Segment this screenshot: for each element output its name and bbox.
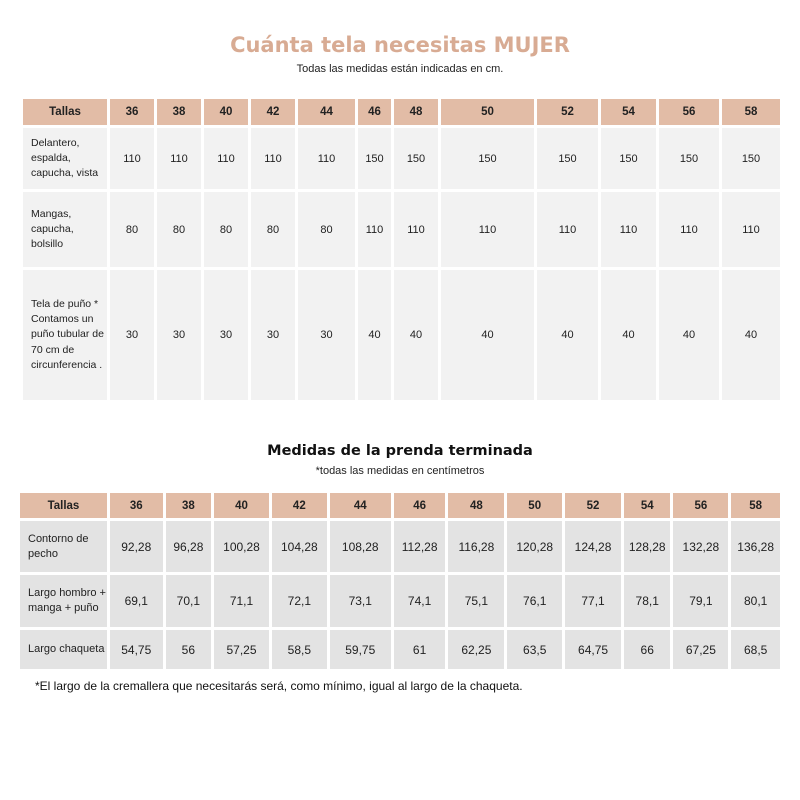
table-cell: 124,28 — [565, 521, 621, 572]
table-cell: 74,1 — [394, 575, 446, 627]
row-label: Largo chaqueta — [20, 630, 107, 669]
size-header: 48 — [394, 99, 438, 125]
table-cell: 40 — [722, 270, 780, 400]
table-cell: 110 — [298, 128, 355, 189]
table-cell: 66 — [624, 630, 671, 669]
row-label: Contorno de pecho — [20, 521, 107, 572]
table-cell: 30 — [298, 270, 355, 400]
table-cell: 80 — [204, 192, 248, 267]
table-cell: 76,1 — [507, 575, 562, 627]
table-cell: 104,28 — [272, 521, 327, 572]
table-cell: 110 — [204, 128, 248, 189]
size-header: 54 — [601, 99, 656, 125]
table-cell: 78,1 — [624, 575, 671, 627]
table-cell: 40 — [394, 270, 438, 400]
table-cell: 80 — [298, 192, 355, 267]
table-cell: 40 — [537, 270, 598, 400]
size-header: 56 — [673, 493, 728, 518]
table-cell: 62,25 — [448, 630, 504, 669]
table-cell: 79,1 — [673, 575, 728, 627]
table-cell: 120,28 — [507, 521, 562, 572]
size-header: 36 — [110, 493, 163, 518]
table-row — [20, 575, 780, 627]
table-cell: 75,1 — [448, 575, 504, 627]
size-header: 52 — [565, 493, 621, 518]
size-header: 40 — [214, 493, 269, 518]
table-cell: 92,28 — [110, 521, 163, 572]
size-header: 38 — [157, 99, 201, 125]
row-label: Largo hombro + manga + puño — [20, 575, 107, 627]
table-cell: 73,1 — [330, 575, 391, 627]
table-cell: 70,1 — [166, 575, 212, 627]
size-header: 44 — [298, 99, 355, 125]
table-cell: 110 — [251, 128, 295, 189]
table-cell: 69,1 — [110, 575, 163, 627]
table-cell: 150 — [358, 128, 391, 189]
size-header: 54 — [624, 493, 671, 518]
table-cell: 40 — [441, 270, 534, 400]
table-cell: 128,28 — [624, 521, 671, 572]
size-header: 56 — [659, 99, 719, 125]
garment-subtitle: *todas las medidas en centímetros — [315, 465, 485, 477]
zipper-footnote: *El largo de la cremallera que necesitarás será, como mínimo, igual al largo de la chaqueta. — [35, 679, 523, 693]
table-cell: 110 — [394, 192, 438, 267]
table-cell: 150 — [659, 128, 719, 189]
fabric-table — [20, 96, 783, 403]
table-cell: 110 — [358, 192, 391, 267]
table-cell: 132,28 — [673, 521, 728, 572]
table-cell: 40 — [358, 270, 391, 400]
table-row — [20, 521, 780, 572]
size-header: 36 — [110, 99, 154, 125]
table-cell: 68,5 — [731, 630, 780, 669]
table-cell: 150 — [601, 128, 656, 189]
table-cell: 57,25 — [214, 630, 269, 669]
size-header: 42 — [272, 493, 327, 518]
table-row — [20, 630, 780, 669]
size-header: 44 — [330, 493, 391, 518]
table-cell: 63,5 — [507, 630, 562, 669]
table-row — [23, 128, 780, 189]
size-header: 38 — [166, 493, 212, 518]
table-cell: 150 — [441, 128, 534, 189]
header-row — [20, 493, 780, 518]
table-cell: 64,75 — [565, 630, 621, 669]
table-cell: 116,28 — [448, 521, 504, 572]
table-cell: 71,1 — [214, 575, 269, 627]
size-header: 40 — [204, 99, 248, 125]
row-label: Delantero, espalda, capucha, vista — [23, 128, 107, 189]
table-cell: 30 — [204, 270, 248, 400]
garment-table — [17, 490, 783, 672]
size-header: 58 — [722, 99, 780, 125]
size-header: 48 — [448, 493, 504, 518]
table-cell: 80 — [251, 192, 295, 267]
table-cell: 54,75 — [110, 630, 163, 669]
table-cell: 80 — [157, 192, 201, 267]
size-header: 50 — [441, 99, 534, 125]
fabric-title: Cuánta tela necesitas MUJER — [230, 33, 570, 57]
table-row — [23, 270, 780, 400]
table-cell: 108,28 — [330, 521, 391, 572]
header-label: Tallas — [23, 99, 107, 125]
table-cell: 67,25 — [673, 630, 728, 669]
table-cell: 96,28 — [166, 521, 212, 572]
size-header: 50 — [507, 493, 562, 518]
table-cell: 110 — [722, 192, 780, 267]
table-cell: 110 — [537, 192, 598, 267]
size-header: 46 — [394, 493, 446, 518]
table-row — [23, 192, 780, 267]
table-cell: 110 — [659, 192, 719, 267]
header-label: Tallas — [20, 493, 107, 518]
row-label: Mangas, capucha, bolsillo — [23, 192, 107, 267]
table-cell: 40 — [659, 270, 719, 400]
table-cell: 80,1 — [731, 575, 780, 627]
garment-title: Medidas de la prenda terminada — [267, 443, 533, 459]
table-cell: 80 — [110, 192, 154, 267]
table-cell: 110 — [110, 128, 154, 189]
table-cell: 136,28 — [731, 521, 780, 572]
table-cell: 100,28 — [214, 521, 269, 572]
table-cell: 61 — [394, 630, 446, 669]
table-cell: 112,28 — [394, 521, 446, 572]
table-cell: 30 — [251, 270, 295, 400]
table-cell: 59,75 — [330, 630, 391, 669]
table-cell: 30 — [157, 270, 201, 400]
table-cell: 30 — [110, 270, 154, 400]
fabric-subtitle: Todas las medidas están indicadas en cm. — [296, 63, 504, 75]
table-cell: 58,5 — [272, 630, 327, 669]
header-row — [23, 99, 780, 125]
size-header: 46 — [358, 99, 391, 125]
table-cell: 150 — [394, 128, 438, 189]
table-cell: 150 — [722, 128, 780, 189]
table-cell: 110 — [601, 192, 656, 267]
row-label: Tela de puño * Contamos un puño tubular de 70 cm de circunferencia . — [23, 270, 107, 400]
size-header: 42 — [251, 99, 295, 125]
table-cell: 150 — [537, 128, 598, 189]
table-cell: 40 — [601, 270, 656, 400]
table-cell: 110 — [441, 192, 534, 267]
size-header: 52 — [537, 99, 598, 125]
table-cell: 56 — [166, 630, 212, 669]
table-cell: 77,1 — [565, 575, 621, 627]
table-cell: 110 — [157, 128, 201, 189]
table-cell: 72,1 — [272, 575, 327, 627]
size-header: 58 — [731, 493, 780, 518]
